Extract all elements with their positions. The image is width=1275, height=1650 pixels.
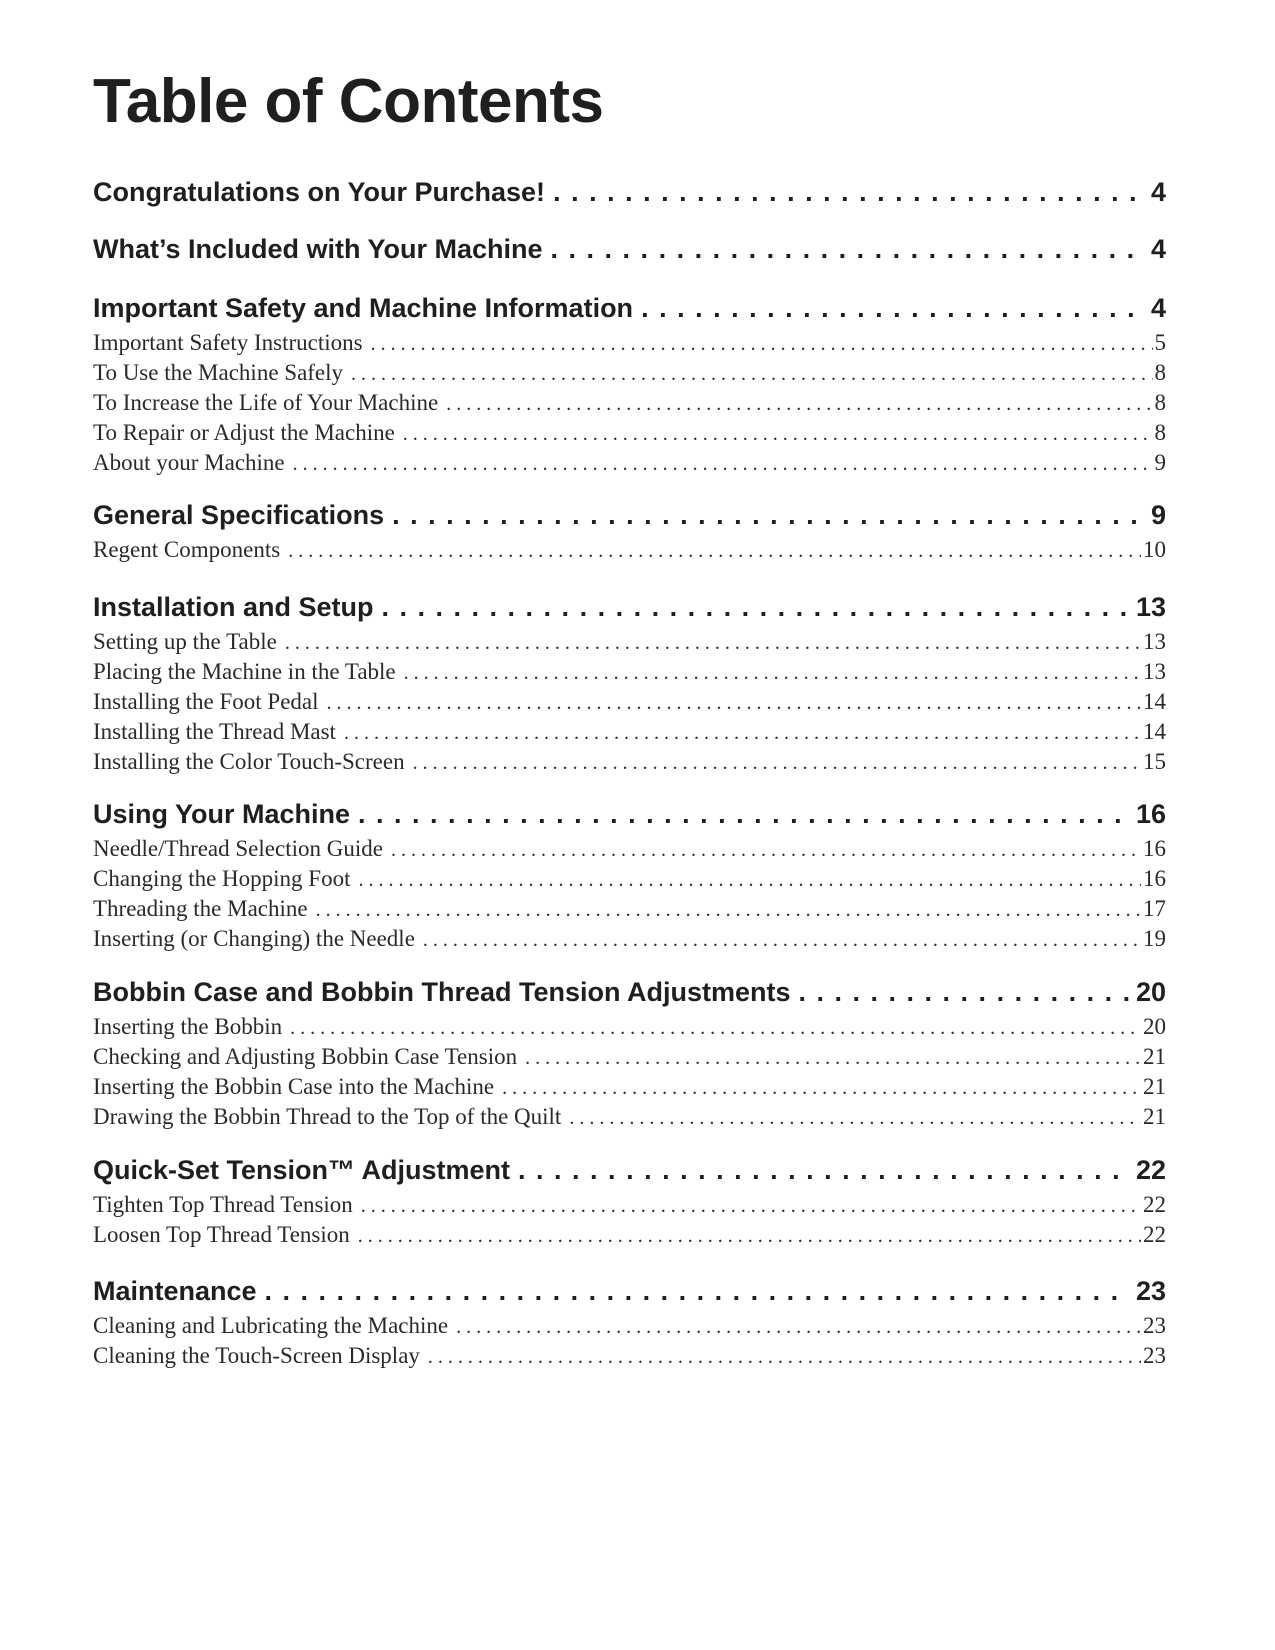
toc-section	[93, 232, 1166, 266]
toc-sub-label: Tighten Top Thread Tension	[93, 1192, 353, 1217]
toc-section	[93, 1274, 1166, 1371]
toc-sub-entry[interactable]	[93, 1072, 1166, 1102]
toc-page	[93, 62, 1166, 1368]
toc-heading-page: 13	[1135, 592, 1166, 622]
toc-sub-entry[interactable]	[93, 328, 1166, 358]
dot-leader	[391, 835, 1141, 864]
dot-leader	[799, 975, 1130, 1009]
toc-sub-page: 14	[1143, 689, 1166, 714]
dot-leader	[316, 895, 1141, 924]
toc-sub-entry[interactable]	[93, 717, 1166, 747]
toc-heading-entry[interactable]	[93, 291, 1166, 325]
dot-leader	[358, 1221, 1141, 1250]
toc-sub-page: 8	[1154, 360, 1166, 385]
toc-sub-entry[interactable]	[93, 657, 1166, 687]
toc-heading-page: 9	[1150, 500, 1166, 530]
toc-sub-page: 23	[1143, 1343, 1166, 1368]
dot-leader	[428, 1342, 1141, 1371]
toc-heading-page: 4	[1150, 234, 1166, 264]
toc-sub-entry[interactable]	[93, 1190, 1166, 1220]
toc-section	[93, 1153, 1166, 1250]
toc-sub-label: Loosen Top Thread Tension	[93, 1222, 350, 1247]
toc-sub-page: 15	[1143, 749, 1166, 774]
dot-leader	[456, 1312, 1141, 1341]
toc-sub-label: Regent Components	[93, 537, 281, 562]
dot-leader	[446, 389, 1152, 418]
dot-leader	[371, 329, 1153, 358]
toc-heading-entry[interactable]	[93, 1153, 1166, 1187]
toc-sub-page: 21	[1143, 1044, 1166, 1069]
toc-sub-label: To Use the Machine Safely	[93, 360, 344, 385]
toc-heading-label: What’s Included with Your Machine	[93, 234, 543, 264]
dot-leader	[403, 419, 1153, 448]
toc-sub-label: To Repair or Adjust the Machine	[93, 420, 395, 445]
toc-section	[93, 175, 1166, 209]
toc-sub-label: Inserting (or Changing) the Needle	[93, 926, 415, 951]
toc-section	[93, 797, 1166, 954]
toc-sub-entry[interactable]	[93, 687, 1166, 717]
toc-sub-label: Installing the Foot Pedal	[93, 689, 319, 714]
toc-sub-page: 9	[1154, 450, 1166, 475]
toc-sub-label: Important Safety Instructions	[93, 330, 363, 355]
toc-heading-label: Bobbin Case and Bobbin Thread Tension Adjustments	[93, 977, 791, 1007]
toc-sub-page: 16	[1143, 836, 1166, 861]
dot-leader	[502, 1073, 1141, 1102]
toc-sub-label: Installing the Thread Mast	[93, 719, 336, 744]
toc-sub-entry[interactable]	[93, 894, 1166, 924]
toc-sub-label: Placing the Machine in the Table	[93, 659, 396, 684]
toc-sub-page: 21	[1143, 1074, 1166, 1099]
dot-leader	[327, 688, 1141, 717]
toc-sub-page: 22	[1143, 1192, 1166, 1217]
toc-sub-label: Threading the Machine	[93, 896, 308, 921]
dot-leader	[285, 628, 1141, 657]
page-title: Table of Contents	[93, 67, 604, 136]
toc-heading-page: 4	[1150, 177, 1166, 207]
toc-sub-entry[interactable]	[93, 358, 1166, 388]
dot-leader	[351, 359, 1152, 388]
toc-sub-label: Needle/Thread Selection Guide	[93, 836, 383, 861]
dot-leader	[361, 1191, 1141, 1220]
dot-leader	[518, 1153, 1130, 1187]
dot-leader	[344, 718, 1141, 747]
toc-sub-entry[interactable]	[93, 418, 1166, 448]
toc-sub-entry[interactable]	[93, 924, 1166, 954]
dot-leader	[290, 1013, 1141, 1042]
toc-sub-label: Installing the Color Touch-Screen	[93, 749, 405, 774]
toc-sub-page: 14	[1143, 719, 1166, 744]
toc-section	[93, 590, 1166, 777]
dot-leader	[641, 291, 1145, 325]
dot-leader	[293, 449, 1153, 478]
toc-heading-entry[interactable]	[93, 498, 1166, 532]
toc-heading-label: Maintenance	[93, 1276, 257, 1306]
toc-sub-entry[interactable]	[93, 1102, 1166, 1132]
toc-sub-page: 20	[1143, 1014, 1166, 1039]
toc-heading-label: Using Your Machine	[93, 799, 351, 829]
toc-heading-label: Important Safety and Machine Information	[93, 293, 634, 323]
toc-sub-label: Setting up the Table	[93, 629, 277, 654]
toc-heading-page: 4	[1150, 293, 1166, 323]
dot-leader	[423, 925, 1141, 954]
toc-sub-page: 5	[1154, 330, 1166, 355]
toc-heading-page: 22	[1135, 1155, 1166, 1185]
toc-sub-entry[interactable]	[93, 535, 1166, 565]
toc-heading-entry[interactable]	[93, 1274, 1166, 1308]
toc-sub-entry[interactable]	[93, 1012, 1166, 1042]
toc-sub-label: To Increase the Life of Your Machine	[93, 390, 439, 415]
toc-heading-label: Installation and Setup	[93, 592, 374, 622]
toc-sub-label: Cleaning and Lubricating the Machine	[93, 1313, 449, 1338]
toc-heading-label: General Specifications	[93, 500, 385, 530]
toc-sub-entry[interactable]	[93, 448, 1166, 478]
toc-sub-label: Changing the Hopping Foot	[93, 866, 351, 891]
toc-section	[93, 291, 1166, 478]
toc-heading-label: Quick-Set Tension™ Adjustment	[93, 1155, 511, 1185]
toc-sub-page: 21	[1143, 1104, 1166, 1129]
toc-heading-entry[interactable]	[93, 797, 1166, 831]
toc-sub-page: 17	[1143, 896, 1166, 921]
toc-section	[93, 975, 1166, 1132]
toc-sub-page: 10	[1143, 537, 1166, 562]
toc-heading-page: 16	[1135, 799, 1166, 829]
toc-sub-entry[interactable]	[93, 1042, 1166, 1072]
toc-sub-page: 13	[1143, 629, 1166, 654]
dot-leader	[358, 797, 1130, 831]
toc-sub-page: 16	[1143, 866, 1166, 891]
dot-leader	[358, 865, 1141, 894]
toc-sub-page: 8	[1154, 390, 1166, 415]
toc-sub-entry[interactable]	[93, 1220, 1166, 1250]
dot-leader	[569, 1103, 1141, 1132]
dot-leader	[382, 590, 1130, 624]
dot-leader	[525, 1043, 1141, 1072]
toc-sub-page: 8	[1154, 420, 1166, 445]
toc-sub-entry[interactable]	[93, 864, 1166, 894]
dot-leader	[551, 232, 1145, 266]
toc-heading-page: 20	[1135, 977, 1166, 1007]
toc-sub-label: Inserting the Bobbin	[93, 1014, 283, 1039]
toc-section	[93, 498, 1166, 565]
dot-leader	[404, 658, 1141, 687]
toc-sub-label: Cleaning the Touch-Screen Display	[93, 1343, 420, 1368]
toc-sub-label: Inserting the Bobbin Case into the Machine	[93, 1074, 495, 1099]
toc-sub-entry[interactable]	[93, 747, 1166, 777]
dot-leader	[392, 498, 1145, 532]
toc-sub-label: Checking and Adjusting Bobbin Case Tension	[93, 1044, 518, 1069]
dot-leader	[553, 175, 1145, 209]
toc-sub-entry[interactable]	[93, 388, 1166, 418]
dot-leader	[265, 1274, 1130, 1308]
toc-sub-page: 22	[1143, 1222, 1166, 1247]
toc-sub-page: 13	[1143, 659, 1166, 684]
toc-sub-label: Drawing the Bobbin Thread to the Top of the Quilt	[93, 1104, 562, 1129]
toc-sub-page: 23	[1143, 1313, 1166, 1338]
toc-sub-entry[interactable]	[93, 627, 1166, 657]
toc-sub-entry[interactable]	[93, 1311, 1166, 1341]
dot-leader	[413, 748, 1141, 777]
toc-sub-entry[interactable]	[93, 834, 1166, 864]
toc-heading-entry[interactable]	[93, 232, 1166, 266]
toc-heading-entry[interactable]	[93, 175, 1166, 209]
toc-heading-entry[interactable]	[93, 590, 1166, 624]
toc-heading-label: Congratulations on Your Purchase!	[93, 177, 546, 207]
toc-heading-page: 23	[1135, 1276, 1166, 1306]
toc-sub-label: About your Machine	[93, 450, 285, 475]
dot-leader	[288, 536, 1141, 565]
toc-sub-page: 19	[1143, 926, 1166, 951]
toc-heading-entry[interactable]	[93, 975, 1166, 1009]
toc-sub-entry[interactable]	[93, 1341, 1166, 1371]
